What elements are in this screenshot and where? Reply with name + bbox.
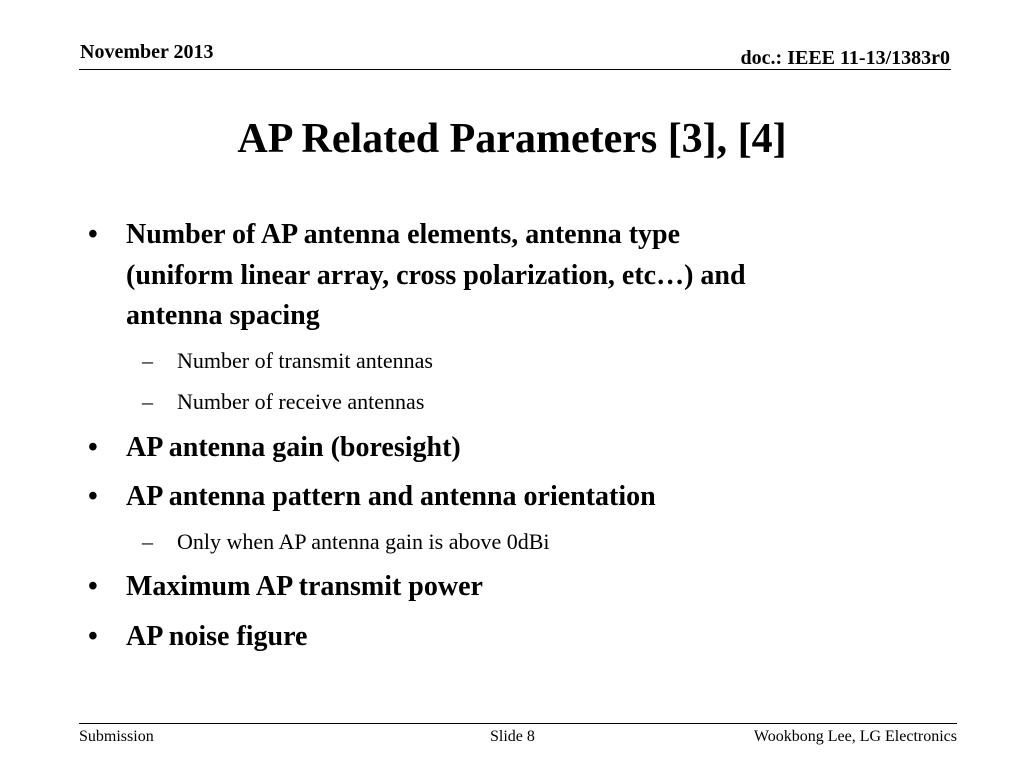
header-date: November 2013 xyxy=(80,41,214,63)
bullet-line: Maximum AP transmit power xyxy=(126,571,483,602)
bullet-line: AP noise figure xyxy=(126,621,308,652)
bullet-glyph: • xyxy=(88,432,98,463)
bullet-item xyxy=(88,567,926,608)
sub-bullet-item xyxy=(142,347,937,375)
bullet-line: (uniform linear array, cross polarization, etc…) and xyxy=(126,259,746,291)
slide-title: AP Related Parameters [3], [4] xyxy=(237,116,787,162)
footer-author: Wookbong Lee, LG Electronics xyxy=(753,728,957,745)
dash-glyph: – xyxy=(142,529,153,554)
bullet-line: Number of AP antenna elements, antenna type xyxy=(126,219,681,250)
bullet-item xyxy=(88,428,926,469)
dash-glyph: – xyxy=(142,389,153,414)
bullet-line: AP antenna pattern and antenna orientation xyxy=(126,481,656,512)
header-doc-id: doc.: IEEE 11-13/1383r0 xyxy=(740,47,950,69)
bullet-glyph: • xyxy=(88,481,98,512)
bullet-item xyxy=(88,215,926,337)
sub-bullet-text: Number of transmit antennas xyxy=(177,348,433,373)
bullet-glyph: • xyxy=(88,219,98,250)
sub-bullet-text: Only when AP antenna gain is above 0dBi xyxy=(177,529,550,554)
sub-bullet-item xyxy=(142,388,937,416)
sub-bullet-text: Number of receive antennas xyxy=(177,389,425,414)
bullet-item xyxy=(88,477,926,518)
footer-slide-number: Slide 8 xyxy=(490,728,535,745)
footer-submission: Submission xyxy=(79,728,154,745)
dash-glyph: – xyxy=(142,348,153,373)
footer-rule xyxy=(79,723,957,724)
bullet-glyph: • xyxy=(88,571,98,602)
bullet-item xyxy=(88,617,926,658)
bullet-line: AP antenna gain (boresight) xyxy=(126,432,461,463)
bullet-line: antenna spacing xyxy=(126,300,320,331)
bullet-glyph: • xyxy=(88,621,98,652)
sub-bullet-item xyxy=(142,528,937,556)
